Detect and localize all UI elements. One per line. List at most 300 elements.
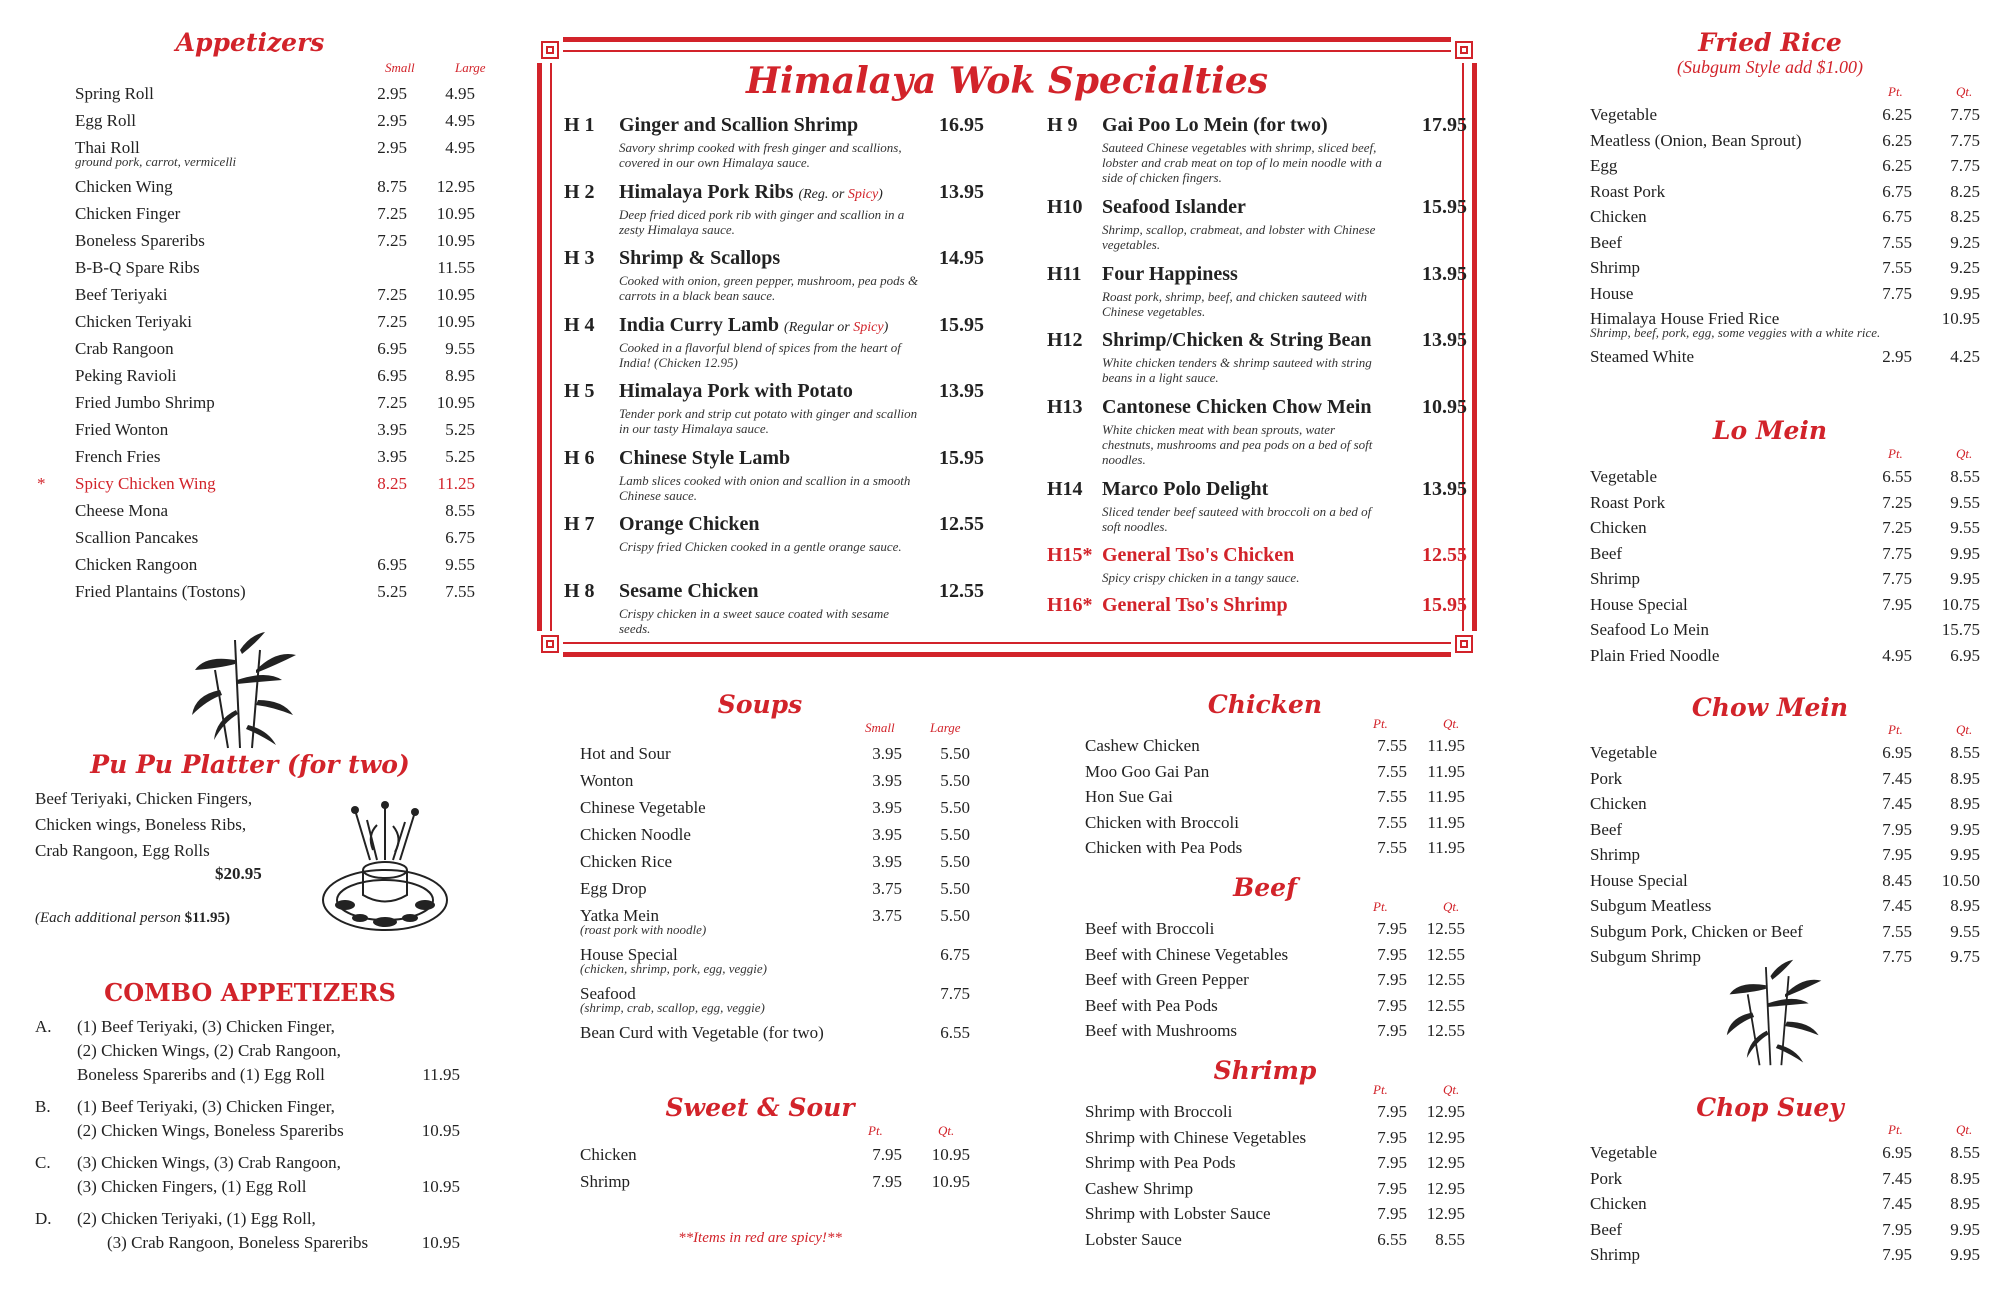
- item-name: Spring Roll: [75, 84, 154, 103]
- price-pt: 7.45: [1882, 896, 1912, 915]
- price-small: 3.95: [377, 420, 407, 439]
- menu-item: [1590, 893, 1980, 919]
- pupu-platter-illustration: [315, 800, 455, 940]
- item-name: Beef with Broccoli: [1085, 919, 1215, 938]
- price-small: 3.95: [872, 771, 902, 790]
- price-qt: 9.95: [1950, 1219, 1980, 1239]
- specialty-name: [619, 513, 760, 536]
- combo-line: (2) Chicken Wings, (2) Crab Rangoon,: [77, 1041, 341, 1060]
- specialty-code: H 2: [564, 180, 595, 203]
- combo-text: [77, 1095, 407, 1143]
- item-name: House Special: [1590, 594, 1688, 614]
- price-large: 9.55: [445, 555, 475, 574]
- price-large: 10.95: [436, 204, 475, 223]
- combo-title: COMBO APPETIZERS: [104, 978, 396, 1007]
- specialty-name-text: Shrimp & Scallops: [619, 247, 781, 269]
- combo-price: 11.95: [422, 1065, 460, 1084]
- item-name: Chicken: [1590, 518, 1647, 537]
- menu-item: [1085, 1201, 1465, 1227]
- specialty-code: H10: [1047, 196, 1083, 218]
- price-qt: 8.25: [1950, 181, 1980, 201]
- combo-item: [35, 1207, 470, 1255]
- chicken-title: Chicken: [1207, 690, 1323, 719]
- price-pt: 6.95: [1882, 743, 1912, 762]
- combo-text: [77, 1207, 407, 1255]
- menu-item: [1590, 643, 1980, 669]
- item-name: Beef: [1590, 232, 1623, 252]
- price-pt: 7.95: [1882, 845, 1912, 864]
- price-small: 5.25: [377, 582, 407, 601]
- menu-item: [75, 524, 495, 551]
- price-qt: 8.55: [1950, 1143, 1980, 1162]
- price-qt: 8.95: [1950, 896, 1980, 915]
- chop-suey-list: [1590, 1140, 1980, 1268]
- combo-text: [77, 1015, 407, 1087]
- price-large: 4.95: [445, 111, 475, 130]
- combo-line: Boneless Spareribs and (1) Egg Roll: [77, 1065, 325, 1084]
- pupu-additional-price: $11.95): [184, 910, 230, 926]
- price-qt: 15.75: [1941, 620, 1980, 639]
- price-pt: 7.55: [1377, 812, 1407, 832]
- price-large: 5.50: [940, 906, 970, 925]
- specialty-price: 16.95: [939, 114, 984, 136]
- price-qt: 9.95: [1950, 543, 1980, 563]
- menu-item: [580, 821, 970, 848]
- price-pt: 7.55: [1882, 258, 1912, 277]
- price-pt: 7.45: [1882, 794, 1912, 813]
- menu-item: [1085, 967, 1465, 993]
- price-qt: 9.55: [1950, 921, 1980, 941]
- price-qt: 10.95: [931, 1172, 970, 1191]
- item-name: Shrimp: [1590, 258, 1641, 277]
- price-qt: 11.95: [1427, 812, 1465, 832]
- beef-title: Beef: [1233, 873, 1297, 902]
- price-pt: 7.95: [1882, 1245, 1912, 1264]
- item-name: Subgum Meatless: [1590, 896, 1712, 915]
- menu-item: [1085, 1018, 1465, 1044]
- price-qt: 8.95: [1950, 794, 1980, 813]
- pupu-line: Crab Rangoon, Egg Rolls: [35, 841, 210, 860]
- item-name: Chicken Wing: [75, 177, 173, 196]
- menu-item: [75, 281, 495, 308]
- item-note: (chicken, shrimp, pork, egg, veggie): [580, 961, 767, 976]
- specialties-left: [564, 114, 984, 646]
- price-pt: 7.95: [1377, 1178, 1407, 1198]
- item-name: Plain Fried Noodle: [1590, 645, 1720, 665]
- price-small: 2.95: [377, 111, 407, 130]
- price-small: 3.75: [872, 879, 902, 898]
- specialty-name-text: General Tso's Chicken: [1102, 544, 1295, 566]
- item-name: Beef with Chinese Vegetables: [1085, 944, 1289, 964]
- specialty-price: 15.95: [1422, 196, 1467, 218]
- price-large: 10.95: [436, 231, 475, 250]
- item-name: Vegetable: [1590, 467, 1658, 486]
- menu-item: [580, 1141, 970, 1168]
- specialty-header: [564, 513, 984, 539]
- price-pt: 7.95: [1882, 594, 1912, 614]
- soups-title: Soups: [717, 690, 803, 719]
- price-pt: 6.95: [1882, 1143, 1912, 1162]
- menu-item: [75, 308, 495, 335]
- price-large: 8.95: [445, 366, 475, 385]
- price-small: 3.95: [872, 744, 902, 763]
- spicy-note: **Items in red are spicy!**: [678, 1230, 842, 1246]
- pupu-additional-text: (Each additional person: [35, 910, 181, 926]
- price-qt: 9.95: [1950, 819, 1980, 839]
- specialty-description: Spicy crispy chicken in a tangy sauce.: [1102, 570, 1300, 585]
- price-qt: 10.95: [1941, 309, 1980, 328]
- price-pt: 7.75: [1882, 947, 1912, 966]
- specialty-item: [1047, 396, 1467, 478]
- specialty-name: [619, 247, 780, 270]
- combo-letter: B.: [35, 1097, 51, 1116]
- specialty-code: H11: [1047, 262, 1082, 285]
- price-pt: 6.55: [1882, 467, 1912, 486]
- item-name: Shrimp: [1590, 845, 1641, 864]
- menu-item: [1590, 344, 1980, 370]
- price-qt: 12.55: [1426, 919, 1465, 938]
- price-qt: 12.95: [1426, 1178, 1465, 1198]
- specialty-price: 13.95: [1422, 477, 1467, 500]
- menu-item: [1590, 766, 1980, 792]
- col-pt-label: Pt.: [1888, 84, 1903, 99]
- specialty-description: Shrimp, scallop, crabmeat, and lobster with Chinese vegetables.: [1102, 222, 1376, 252]
- specialty-item: [1047, 329, 1467, 396]
- specialty-description: White chicken tenders & shrimp sauteed with string beans in a light sauce.: [1102, 355, 1372, 385]
- menu-item: [1590, 1217, 1980, 1243]
- item-name: Meatless (Onion, Bean Sprout): [1590, 130, 1802, 150]
- bamboo-illustration: [190, 630, 300, 750]
- specialty-name: [619, 314, 888, 337]
- specialty-item: [1047, 478, 1467, 545]
- col-pt-label: Pt.: [868, 1123, 883, 1138]
- price-qt: 9.75: [1950, 947, 1980, 966]
- price-qt: 8.55: [1950, 467, 1980, 486]
- shrimp-col-header: [1085, 1082, 1465, 1098]
- pupu-line: Chicken wings, Boneless Ribs,: [35, 815, 247, 834]
- specialty-code: H 7: [564, 513, 595, 535]
- specialty-name-text: Gai Poo Lo Mein (for two): [1102, 114, 1328, 136]
- price-qt: 11.95: [1427, 761, 1465, 781]
- item-name: Subgum Shrimp: [1590, 947, 1701, 966]
- specialty-code: H 8: [564, 579, 595, 602]
- specialty-header: [564, 447, 984, 473]
- specialty-name: [619, 580, 758, 603]
- chow-mein-list: [1590, 740, 1980, 970]
- specialty-item: [564, 447, 984, 514]
- item-name: Shrimp with Pea Pods: [1085, 1153, 1236, 1172]
- combo-line: (1) Beef Teriyaki, (3) Chicken Finger,: [77, 1017, 335, 1036]
- spicy-marker: *: [37, 474, 46, 493]
- price-small: 3.95: [872, 798, 902, 817]
- specialty-header: [564, 247, 984, 273]
- col-qt-label: Qt.: [938, 1123, 955, 1138]
- specialty-name-text: Himalaya Pork Ribs: [619, 180, 794, 203]
- price-qt: 9.25: [1950, 232, 1980, 252]
- item-name: Chicken Finger: [75, 204, 181, 223]
- specialty-price: 13.95: [1422, 329, 1467, 351]
- menu-item: [580, 767, 970, 794]
- price-qt: 10.50: [1941, 870, 1980, 890]
- price-qt: 9.95: [1950, 1245, 1980, 1264]
- item-name: Seafood Lo Mein: [1590, 620, 1709, 639]
- price-pt: 7.95: [1377, 1204, 1407, 1223]
- price-large: 5.50: [940, 771, 970, 790]
- specialty-item: [564, 114, 984, 181]
- price-small: 7.25: [377, 312, 407, 331]
- specialty-price: 15.95: [939, 446, 984, 469]
- chop-suey-title: Chop Suey: [1696, 1093, 1844, 1122]
- item-name: Chicken Rangoon: [75, 555, 198, 574]
- item-name: Beef Teriyaki: [75, 285, 168, 304]
- item-name: Beef with Mushrooms: [1085, 1021, 1238, 1040]
- item-name: Cashew Shrimp: [1085, 1178, 1194, 1198]
- price-large: 5.50: [940, 852, 970, 871]
- price-qt: 12.55: [1426, 1021, 1465, 1040]
- menu-item: [75, 200, 495, 227]
- menu-item: [75, 389, 495, 416]
- price-small: 7.25: [377, 231, 407, 250]
- shrimp-list: [1085, 1099, 1465, 1252]
- combo-item: [35, 1015, 470, 1087]
- price-small: 2.95: [377, 138, 407, 157]
- price-large: 10.95: [436, 312, 475, 331]
- price-small: 8.25: [377, 474, 407, 493]
- item-name: Cheese Mona: [75, 501, 169, 520]
- specialty-description: Sauteed Chinese vegetables with shrimp, sliced beef, lobster and crab meat on top of lo mein noodle with a side of chicken fingers.: [1102, 140, 1382, 185]
- specialty-name-text: Himalaya Pork with Potato: [619, 380, 853, 402]
- menu-item: [580, 1019, 970, 1046]
- combo-letter: A.: [35, 1017, 52, 1036]
- item-name: Chicken: [1590, 1194, 1647, 1213]
- price-pt: 6.25: [1882, 105, 1912, 124]
- specialty-price: 13.95: [1422, 262, 1467, 285]
- menu-item: [75, 173, 495, 200]
- price-qt: 7.75: [1950, 156, 1980, 175]
- price-qt: 8.25: [1950, 207, 1980, 226]
- item-name: Shrimp with Lobster Sauce: [1085, 1204, 1271, 1223]
- specialty-name-text: Shrimp/Chicken & String Bean: [1102, 329, 1372, 351]
- specialty-name: [1102, 263, 1238, 286]
- price-large: 7.75: [940, 984, 970, 1003]
- specialty-name: [1102, 594, 1288, 617]
- menu-item: [580, 941, 970, 968]
- item-name: Cashew Chicken: [1085, 736, 1200, 755]
- item-name: Chicken with Broccoli: [1085, 812, 1239, 832]
- specialty-code: H 5: [564, 380, 595, 402]
- price-large: 11.25: [437, 474, 475, 493]
- price-pt: 7.55: [1377, 787, 1407, 806]
- menu-item: [580, 902, 970, 929]
- specialty-name-text: Chinese Style Lamb: [619, 446, 791, 469]
- item-name: Steamed White: [1590, 346, 1695, 366]
- beef-col-header: [1085, 899, 1465, 915]
- specialty-header: [564, 314, 984, 340]
- specialty-header: [1047, 114, 1467, 140]
- item-name: Pork: [1590, 768, 1623, 788]
- menu-item: [1085, 916, 1465, 942]
- specialty-description: Lamb slices cooked with onion and scallion in a smooth Chinese sauce.: [619, 472, 911, 503]
- item-name: Himalaya House Fried Rice: [1590, 309, 1780, 328]
- specialty-name: [619, 181, 883, 204]
- menu-item: [75, 362, 495, 389]
- item-name: Peking Ravioli: [75, 366, 177, 385]
- chow-mein-col-header: [1590, 722, 1980, 738]
- specialty-price: 15.95: [939, 313, 984, 336]
- price-qt: 12.95: [1426, 1102, 1465, 1121]
- price-pt: 7.55: [1882, 921, 1912, 941]
- menu-item: [75, 578, 495, 605]
- specialty-name: [619, 114, 858, 137]
- menu-item: [37, 470, 495, 497]
- menu-item: [1590, 102, 1980, 128]
- price-pt: 7.95: [872, 1172, 902, 1191]
- menu-item: [1590, 1242, 1980, 1268]
- fried-rice-subtitle: (Subgum Style add $1.00): [1677, 57, 1863, 77]
- col-small-label: Small: [865, 720, 895, 735]
- item-name: Lobster Sauce: [1085, 1229, 1182, 1249]
- price-pt: 7.95: [1377, 970, 1407, 989]
- price-qt: 11.95: [1427, 787, 1465, 806]
- specialty-description: Cooked in a flavorful blend of spices from the heart of India! (Chicken 12.95): [619, 339, 901, 370]
- item-name: Chicken Noodle: [580, 825, 691, 844]
- price-small: 6.95: [377, 339, 407, 358]
- menu-item: [1085, 784, 1465, 810]
- combo-line: (2) Chicken Teriyaki, (1) Egg Roll,: [77, 1209, 316, 1228]
- price-large: 5.25: [445, 420, 475, 439]
- col-large-label: Large: [930, 720, 961, 735]
- price-small: 6.95: [377, 366, 407, 385]
- combo-item: [35, 1151, 470, 1199]
- menu-item: [1085, 1125, 1465, 1151]
- specialty-item: [564, 181, 984, 248]
- specialty-description: Savory shrimp cooked with fresh ginger and scallions, covered in our own Himalaya sauce.: [619, 140, 902, 170]
- col-qt-label: Qt.: [1443, 899, 1460, 914]
- price-large: 11.55: [437, 258, 475, 277]
- specialty-item: [1047, 263, 1467, 330]
- corner-ornament: [537, 631, 563, 657]
- combo-letter: C.: [35, 1153, 51, 1172]
- menu-item: [75, 551, 495, 578]
- col-large-label: Large: [455, 60, 486, 75]
- menu-item: [1590, 919, 1980, 945]
- item-name: Shrimp with Chinese Vegetables: [1085, 1127, 1307, 1147]
- pupu-line: Beef Teriyaki, Chicken Fingers,: [35, 789, 253, 808]
- price-large: 6.55: [940, 1023, 970, 1042]
- specialty-header: [1047, 396, 1467, 422]
- menu-item: [1590, 1191, 1980, 1217]
- item-name: Fried Wonton: [75, 420, 169, 439]
- specialty-header: [564, 181, 984, 207]
- chow-mein-title: Chow Mein: [1691, 693, 1849, 722]
- price-pt: 7.45: [1882, 1168, 1912, 1188]
- item-name: Chinese Vegetable: [580, 798, 706, 817]
- specialty-header: [1047, 263, 1467, 289]
- col-qt-label: Qt.: [1443, 1082, 1460, 1097]
- item-name: Subgum Pork, Chicken or Beef: [1590, 921, 1803, 941]
- price-large: 5.50: [940, 825, 970, 844]
- menu-item: [1085, 1099, 1465, 1125]
- specialty-name: [1102, 478, 1268, 501]
- fried-rice-list: [1590, 102, 1980, 369]
- item-name: Egg Roll: [75, 111, 136, 130]
- price-pt: 7.95: [1377, 1153, 1407, 1172]
- item-note: (shrimp, crab, scallop, egg, veggie): [580, 1000, 765, 1015]
- price-large: 4.95: [445, 138, 475, 157]
- menu-item: [1590, 255, 1980, 281]
- item-name: Moo Goo Gai Pan: [1085, 761, 1210, 781]
- item-name: Chicken: [1590, 207, 1647, 226]
- specialty-name-text: Seafood Islander: [1102, 196, 1246, 218]
- price-small: 3.95: [872, 825, 902, 844]
- price-pt: 7.25: [1882, 518, 1912, 537]
- menu-item: [75, 416, 495, 443]
- price-pt: 8.45: [1882, 870, 1912, 890]
- item-name: Chicken Teriyaki: [75, 312, 192, 331]
- price-large: 7.55: [445, 582, 475, 601]
- item-name: Seafood: [580, 984, 636, 1003]
- specialty-code: H12: [1047, 329, 1083, 351]
- price-qt: 9.95: [1950, 283, 1980, 303]
- menu-item: [75, 335, 495, 362]
- menu-item: [1085, 942, 1465, 968]
- specialty-item: [564, 380, 984, 447]
- menu-item: [75, 443, 495, 470]
- specialty-item: [564, 580, 984, 647]
- price-small: 2.95: [377, 84, 407, 103]
- specialty-name-text: Four Happiness: [1102, 262, 1238, 285]
- lo-mein-col-header: [1590, 446, 1980, 462]
- menu-item: [1590, 791, 1980, 817]
- specialty-code: H 9: [1047, 114, 1078, 136]
- menu-item: [580, 980, 970, 1007]
- combo-item: [35, 1095, 470, 1143]
- price-small: 7.25: [377, 204, 407, 223]
- specialty-header: [564, 580, 984, 606]
- item-name: Bean Curd with Vegetable (for two): [580, 1023, 824, 1042]
- col-pt-label: Pt.: [1373, 1082, 1388, 1097]
- item-name: Pork: [1590, 1168, 1623, 1188]
- item-name: Vegetable: [1590, 1143, 1658, 1162]
- specialty-description: Tender pork and strip cut potato with ginger and scallion in our tasty Himalaya sauce.: [619, 406, 918, 436]
- beef-list: [1085, 916, 1465, 1044]
- item-name: Chicken: [1590, 794, 1647, 813]
- item-note: (roast pork with noodle): [580, 922, 707, 937]
- item-name: Yatka Mein: [580, 906, 660, 925]
- specialty-price: 12.55: [1422, 544, 1467, 566]
- specialties-box: [537, 37, 1477, 657]
- item-name: Shrimp with Broccoli: [1085, 1102, 1233, 1121]
- item-name: Shrimp: [1590, 569, 1641, 588]
- price-pt: 6.55: [1377, 1229, 1407, 1249]
- chicken-col-header: [1085, 716, 1465, 732]
- item-name: House Special: [580, 945, 678, 964]
- combo-text: [77, 1151, 407, 1199]
- menu-item: [1085, 1150, 1465, 1176]
- menu-item: [1590, 179, 1980, 205]
- pupu-title: Pu Pu Platter (for two): [90, 750, 410, 779]
- specialty-name-text: Cantonese Chicken Chow Mein: [1102, 395, 1372, 418]
- menu-item: [1085, 993, 1465, 1019]
- price-qt: 10.75: [1941, 594, 1980, 614]
- specialty-price: 15.95: [1422, 594, 1467, 616]
- pupu-description: [35, 786, 252, 864]
- price-small: 8.75: [377, 177, 407, 196]
- menu-item: [580, 848, 970, 875]
- menu-item: [75, 254, 495, 281]
- price-pt: 7.45: [1882, 768, 1912, 788]
- specialty-name-text: India Curry Lamb: [619, 313, 780, 336]
